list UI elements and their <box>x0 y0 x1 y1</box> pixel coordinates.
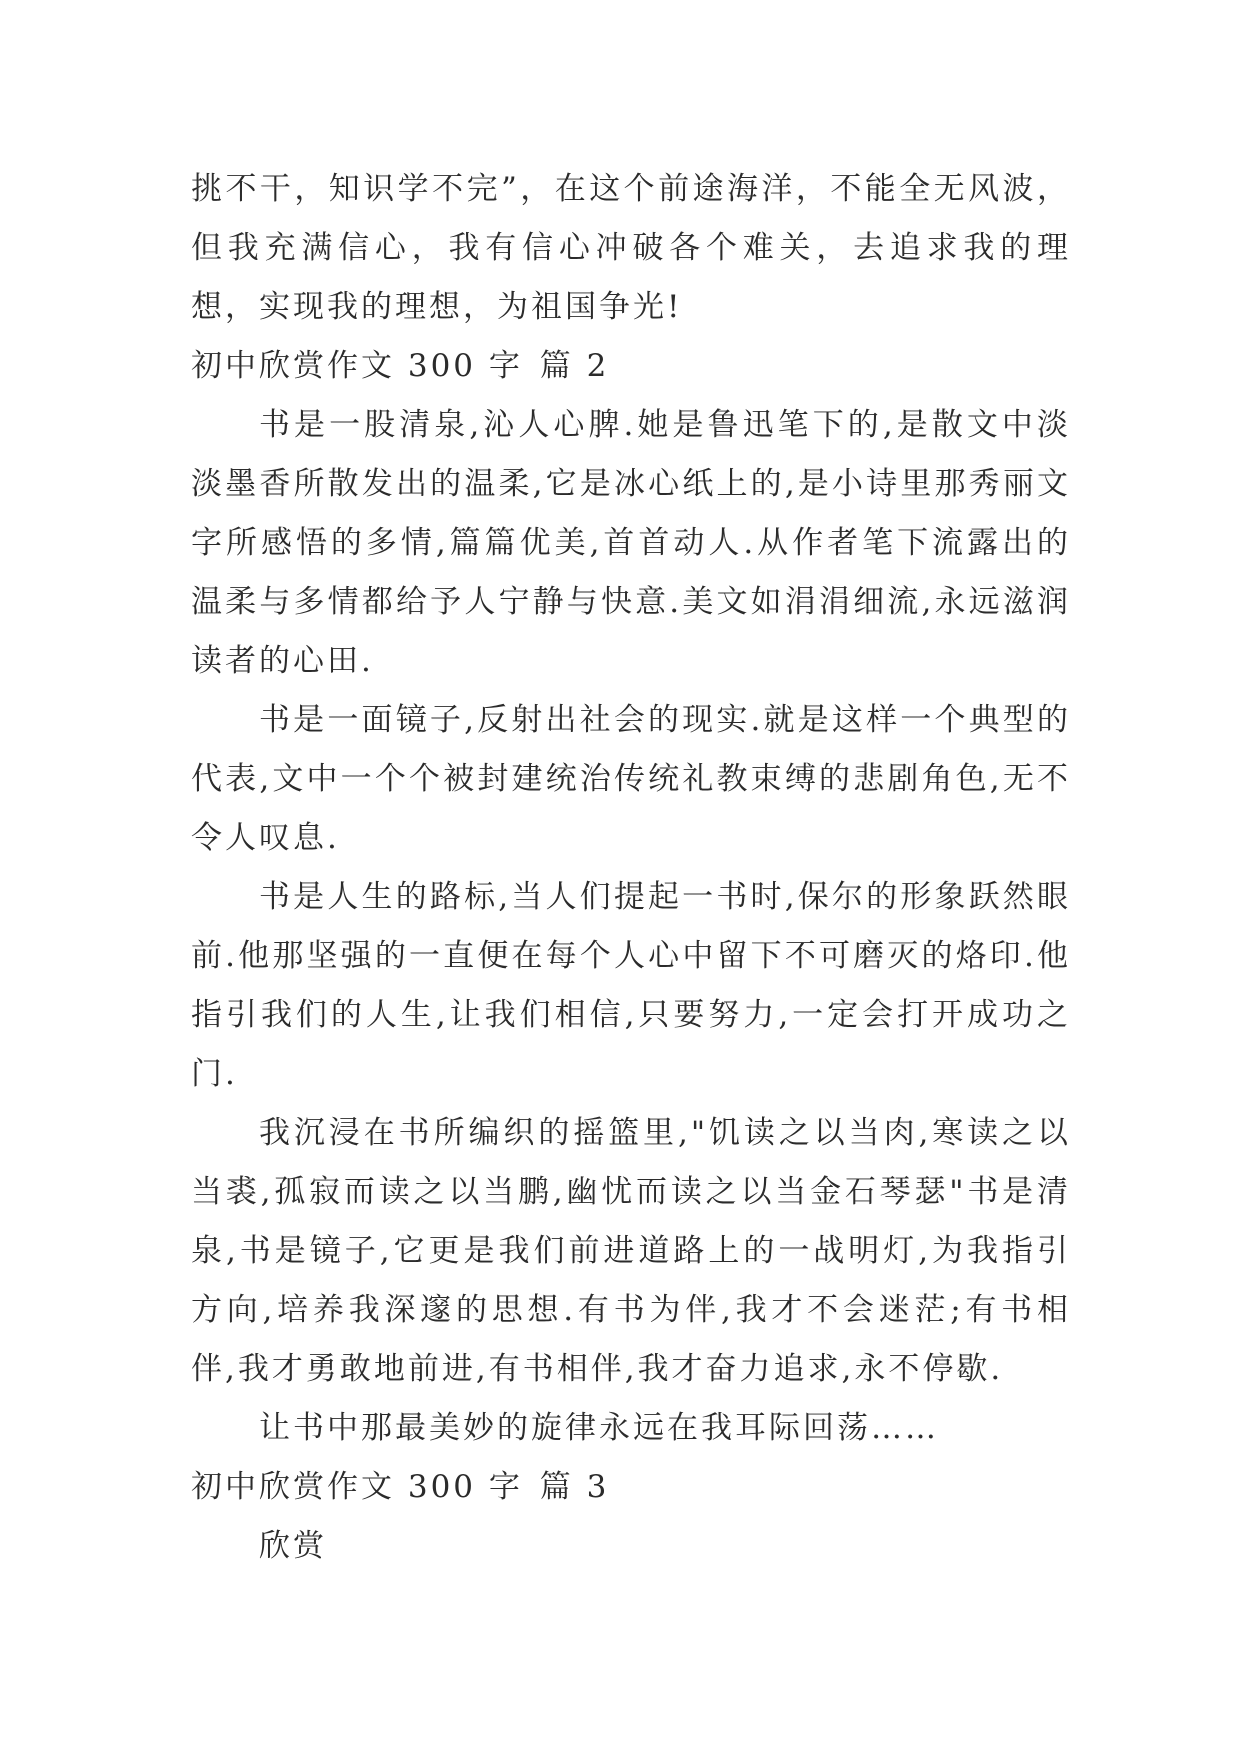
paragraph-2-2: 书是一面镜子,反射出社会的现实.就是这样一个典型的代表,文中一个个被封建统治传统礼教束缚的悲剧角色,无不令人叹息. <box>191 702 1071 856</box>
heading-number: 篇 2 <box>539 348 610 384</box>
document-body <box>191 160 1071 1576</box>
section-heading-2 <box>191 337 1071 396</box>
heading-title: 初中欣赏作文 300 字 <box>191 1469 523 1505</box>
section-heading-3 <box>191 1458 1071 1517</box>
paragraph-2-3: 书是人生的路标,当人们提起一书时,保尔的形象跃然眼前.他那坚强的一直便在每个人心中留下不可磨灭的烙印.他指引我们的人生,让我们相信,只要努力,一定会打开成功之门. <box>191 879 1071 1092</box>
paragraph-2-4: 我沉浸在书所编织的摇篮里,"饥读之以当肉,寒读之以当裘,孤寂而读之以当鹏,幽忧而读之以当金石琴瑟"书是清泉,书是镜子,它更是我们前进道路上的一战明灯,为我指引方向,培养我深邃的思想.有书为伴,我才不会迷茫;有书相伴,我才勇敢地前进,有书相伴,我才奋力追求,永不停歇. <box>191 1115 1071 1387</box>
heading-number: 篇 3 <box>539 1469 610 1505</box>
paragraph-2-5: 让书中那最美妙的旋律永远在我耳际回荡…… <box>259 1410 939 1446</box>
heading-title: 初中欣赏作文 300 字 <box>191 348 523 384</box>
paragraph-2-1: 书是一股清泉,沁人心脾.她是鲁迅笔下的,是散文中淡淡墨香所散发出的温柔,它是冰心纸上的,是小诗里那秀丽文字所感悟的多情,篇篇优美,首首动人.从作者笔下流露出的温柔与多情都给予人宁静与快意.美文如涓涓细流,永远滋润读者的心田. <box>191 407 1071 679</box>
paragraph-intro-end: 挑不干，知识学不完”，在这个前途海洋，不能全无风波，但我充满信心，我有信心冲破各个难关，去追求我的理想，实现我的理想，为祖国争光! <box>191 171 1071 325</box>
paragraph-3-1: 欣赏 <box>259 1528 327 1564</box>
